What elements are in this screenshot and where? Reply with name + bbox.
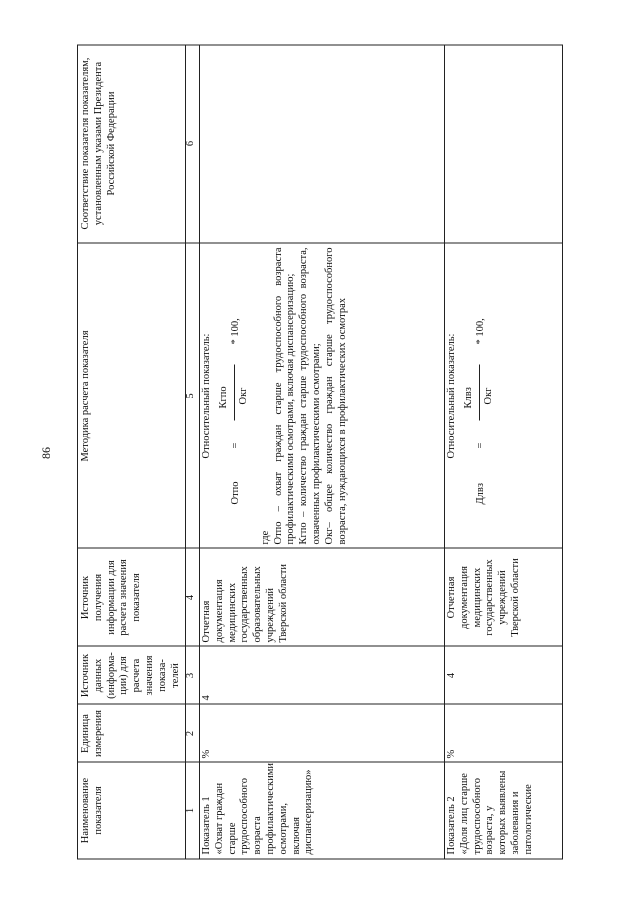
row1-method bbox=[199, 244, 444, 549]
method-title: Относительный показатель: bbox=[201, 333, 212, 459]
indicator-table bbox=[77, 45, 563, 860]
col-number: 4 bbox=[185, 594, 196, 601]
header-method: Методика расчета показателя bbox=[80, 330, 91, 462]
formula-eq: = bbox=[474, 442, 486, 449]
method-title: Относительный показатель: bbox=[446, 333, 457, 459]
row2-method bbox=[444, 244, 564, 549]
formula-mult: * 100, bbox=[229, 318, 241, 345]
formula-mult: * 100, bbox=[474, 318, 486, 345]
row2-compliance bbox=[444, 44, 564, 244]
formula-lhs: Отпо bbox=[229, 481, 241, 505]
header-source-data: Источник данных (информа-ции) для расчета значения показа-телей bbox=[80, 652, 181, 699]
col-number: 5 bbox=[185, 393, 196, 399]
fraction-line bbox=[479, 365, 480, 421]
header-compliance: Соответствие показателя показателям, установленным указами Президента Российской Федерации bbox=[80, 57, 117, 230]
col-number: 3 bbox=[185, 672, 196, 679]
row1-compliance bbox=[199, 44, 444, 244]
method-where: где bbox=[259, 530, 271, 545]
page-number: 86 bbox=[39, 447, 53, 459]
row2-unit: % bbox=[446, 749, 457, 759]
row2-source-data: 4 bbox=[446, 672, 457, 679]
fraction-line bbox=[234, 365, 235, 421]
formula-1 bbox=[218, 248, 254, 545]
row1-name: Показатель 1 «Охват граждан старше трудоспособного возраста профилактическими осмотрами, включая диспансеризацию» bbox=[201, 763, 315, 855]
formula-eq: = bbox=[229, 442, 241, 449]
col-number: 1 bbox=[185, 807, 196, 814]
header-unit: Единица измерения bbox=[80, 710, 104, 757]
row2-source-info: Отчетная документация медицинских государственных учреждений Тверской области bbox=[446, 558, 521, 637]
header-source-info: Источник получения информации для расчета значения показателя bbox=[80, 559, 143, 636]
col-number: 2 bbox=[185, 730, 196, 737]
formula-denominator: Окг bbox=[482, 387, 494, 405]
formula-numerator: Кгпо bbox=[217, 386, 229, 409]
method-def: Кгпо – количество граждан старше трудоспособного возраста, охваченных профилактическими осмотрами; bbox=[298, 247, 322, 545]
header-name: Наименование показателя bbox=[80, 777, 104, 844]
row1-source-data: 4 bbox=[201, 695, 212, 701]
col-number: 6 bbox=[185, 140, 196, 147]
method-def: Окг– общее количество граждан старше трудоспособного возраста, нуждающихся в профилактических осмотрах bbox=[323, 247, 348, 545]
row1-unit: % bbox=[201, 749, 212, 759]
row1-source-info: Отчетная документация медицинских государственных образовательных учреждений Тверской области bbox=[201, 563, 289, 643]
formula-2 bbox=[463, 248, 499, 545]
formula-numerator: Клвз bbox=[462, 387, 474, 409]
formula-denominator: Окг bbox=[237, 387, 249, 405]
method-def: Отпо – охват граждан старше трудоспособного возраста профилактическими осмотрами, включая диспансеризацию; bbox=[272, 247, 297, 545]
row2-name: Показатель 2 «Доля лиц старше трудоспособного возраста, у которых выявлены заболевания и патологические bbox=[446, 770, 534, 855]
formula-lhs: Длвз bbox=[474, 482, 486, 505]
